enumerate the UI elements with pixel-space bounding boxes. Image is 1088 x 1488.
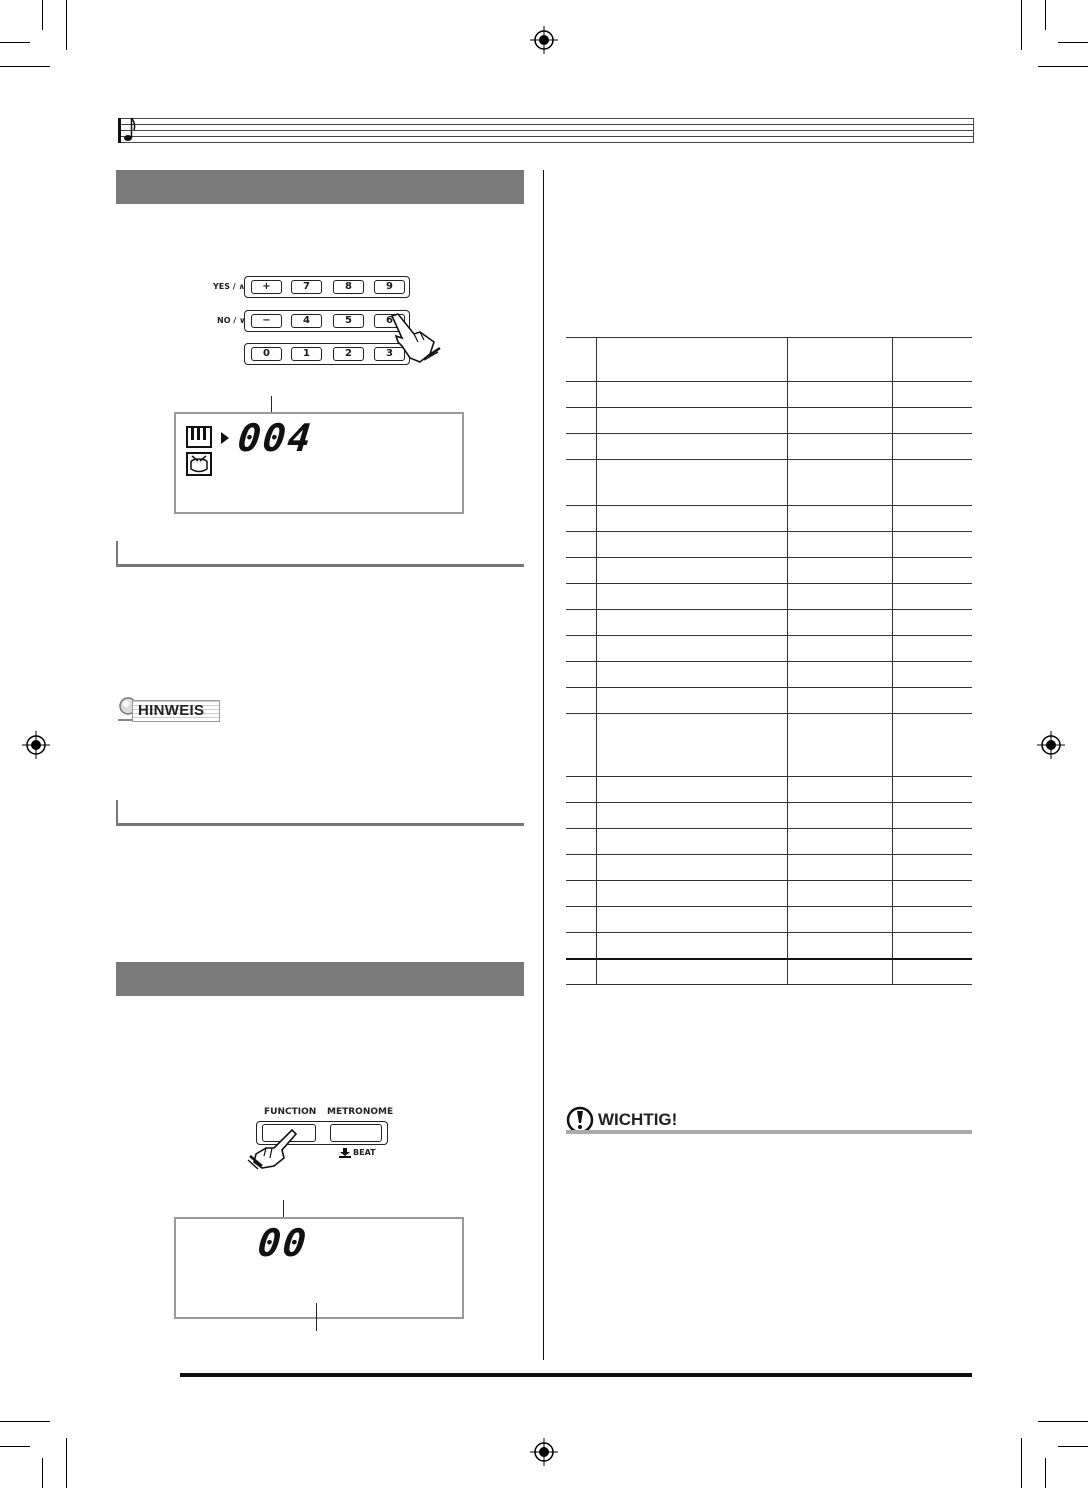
table-column-divider (596, 610, 597, 635)
table-column-divider (787, 662, 788, 687)
music-staff-header (118, 118, 974, 144)
drum-rhythm-icon (186, 452, 212, 476)
key-7[interactable]: 7 (291, 280, 322, 294)
beat-label: BEAT (353, 1148, 376, 1157)
key-0[interactable]: 0 (251, 347, 282, 361)
table-column-divider (892, 408, 893, 433)
table-row (566, 636, 972, 662)
table-column-divider (892, 636, 893, 661)
table-column-divider (892, 382, 893, 407)
table-column-divider (892, 714, 893, 776)
table-column-divider (787, 337, 788, 381)
eighth-note-icon (122, 116, 138, 144)
table-column-divider (787, 408, 788, 433)
table-column-divider (892, 959, 893, 984)
crop-mark (1021, 1438, 1022, 1488)
crop-mark (1038, 66, 1088, 67)
table-row (566, 777, 972, 803)
table-column-divider (892, 829, 893, 854)
crop-mark (1045, 1458, 1046, 1488)
table-column-divider (596, 584, 597, 609)
table-column-divider (892, 532, 893, 557)
table-column-divider (596, 434, 597, 459)
keypad-row-1 (244, 276, 410, 298)
crop-mark (66, 1438, 67, 1488)
lcd-display (174, 1217, 464, 1319)
column-divider (543, 170, 544, 1360)
crop-mark (66, 0, 67, 50)
table-column-divider (596, 933, 597, 958)
table-column-divider (892, 777, 893, 802)
key-6[interactable]: 6 (374, 314, 405, 328)
crop-mark (42, 1458, 43, 1488)
table-column-divider (596, 714, 597, 776)
registration-mark-icon (530, 1438, 558, 1466)
key-9[interactable]: 9 (374, 280, 405, 294)
table-column-divider (787, 933, 788, 958)
beat-download-icon (339, 1148, 351, 1158)
table-row (566, 855, 972, 881)
section-header-bar (116, 170, 524, 204)
table-column-divider (787, 636, 788, 661)
crop-mark (1021, 0, 1022, 50)
table-column-divider (892, 434, 893, 459)
lcd-display (174, 412, 464, 514)
table-column-divider (596, 829, 597, 854)
table-row (566, 434, 972, 460)
table-column-divider (596, 558, 597, 583)
table-column-divider (787, 610, 788, 635)
crop-mark (0, 66, 50, 67)
crop-mark (1058, 42, 1088, 43)
table-column-divider (892, 933, 893, 958)
table-column-divider (892, 803, 893, 828)
crop-mark (1045, 0, 1046, 30)
table-row (566, 610, 972, 636)
table-column-divider (892, 881, 893, 906)
crop-mark (1058, 1446, 1088, 1447)
registration-mark-icon (530, 26, 558, 54)
key-2[interactable]: 2 (333, 347, 364, 361)
subsection-header-bar (116, 541, 524, 567)
table-column-divider (596, 881, 597, 906)
table-bottom-rule (566, 958, 972, 960)
subsection-header-bar (116, 800, 524, 826)
table-row (566, 382, 972, 408)
table-column-divider (787, 506, 788, 531)
table-column-divider (787, 688, 788, 713)
table-column-divider (787, 382, 788, 407)
table-column-divider (892, 855, 893, 880)
table-column-divider (596, 855, 597, 880)
table-column-divider (787, 434, 788, 459)
hinweis-label: HINWEIS (138, 702, 205, 719)
wichtig-label: WICHTIG! (598, 1110, 678, 1129)
wichtig-rule (566, 1130, 972, 1134)
table-column-divider (596, 408, 597, 433)
table-column-divider (787, 855, 788, 880)
table-row (566, 959, 972, 985)
no-label: NO / ∨ (217, 316, 246, 325)
table-row (566, 506, 972, 532)
table-column-divider (787, 881, 788, 906)
table-column-divider (596, 506, 597, 531)
hinweis-badge (118, 700, 220, 722)
table-column-divider (596, 460, 597, 505)
registration-mark-icon (1037, 731, 1065, 759)
table-row (566, 829, 972, 855)
table-column-divider (596, 688, 597, 713)
yes-label: YES / ∧ (213, 282, 246, 291)
table-column-divider (596, 532, 597, 557)
table-column-divider (596, 382, 597, 407)
table-column-divider (787, 714, 788, 776)
table-column-divider (596, 777, 597, 802)
table-row (566, 803, 972, 829)
table-column-divider (787, 829, 788, 854)
table-row (566, 907, 972, 933)
triangle-pointer-icon (220, 431, 230, 445)
table-row (566, 714, 972, 777)
function-label: FUNCTION (264, 1107, 317, 1117)
table-column-divider (596, 959, 597, 984)
registration-mark-icon (22, 731, 50, 759)
crop-mark (0, 1421, 50, 1422)
footer-rule (180, 1373, 972, 1377)
table-column-divider (787, 959, 788, 984)
metronome-label: METRONOME (327, 1107, 394, 1117)
table-column-divider (892, 662, 893, 687)
table-row (566, 688, 972, 714)
table-row (566, 460, 972, 506)
table-column-divider (892, 584, 893, 609)
table-row (566, 881, 972, 907)
key-8[interactable]: 8 (333, 280, 364, 294)
section-header-bar (116, 962, 524, 996)
key-4[interactable]: 4 (291, 314, 322, 328)
key-1[interactable]: 1 (291, 347, 322, 361)
table-row (566, 408, 972, 434)
table-column-divider (596, 662, 597, 687)
display-number: 00 (255, 1221, 311, 1265)
pointing-hand-icon (384, 312, 444, 364)
crop-mark (1038, 1421, 1088, 1422)
table-column-divider (596, 636, 597, 661)
crop-mark (0, 1446, 30, 1447)
table-column-divider (787, 907, 788, 932)
table-column-divider (892, 337, 893, 381)
table-row (566, 558, 972, 584)
table-column-divider (787, 558, 788, 583)
table-row (566, 584, 972, 610)
table-column-divider (787, 460, 788, 505)
crop-mark (0, 42, 30, 43)
pointing-hand-icon (244, 1128, 300, 1170)
display-number: 004 (235, 416, 315, 460)
table-column-divider (892, 506, 893, 531)
table-row (566, 532, 972, 558)
table-column-divider (892, 907, 893, 932)
key-5[interactable]: 5 (333, 314, 364, 328)
table-column-divider (892, 558, 893, 583)
table-column-divider (892, 610, 893, 635)
table-header-row (566, 337, 972, 382)
key-3[interactable]: 3 (374, 347, 405, 361)
key-minus[interactable]: − (251, 314, 282, 328)
table-row (566, 662, 972, 688)
callout-line (316, 1303, 317, 1331)
table-column-divider (892, 688, 893, 713)
table-row (566, 933, 972, 959)
keyboard-tone-icon (186, 426, 212, 448)
table-column-divider (787, 803, 788, 828)
table-column-divider (596, 337, 597, 381)
table-column-divider (596, 907, 597, 932)
table-column-divider (787, 777, 788, 802)
table-column-divider (892, 460, 893, 505)
settings-table (566, 337, 972, 985)
table-column-divider (596, 803, 597, 828)
key-plus[interactable]: + (251, 280, 282, 294)
metronome-button[interactable] (330, 1124, 382, 1142)
table-column-divider (787, 532, 788, 557)
crop-mark (42, 0, 43, 30)
table-column-divider (787, 584, 788, 609)
